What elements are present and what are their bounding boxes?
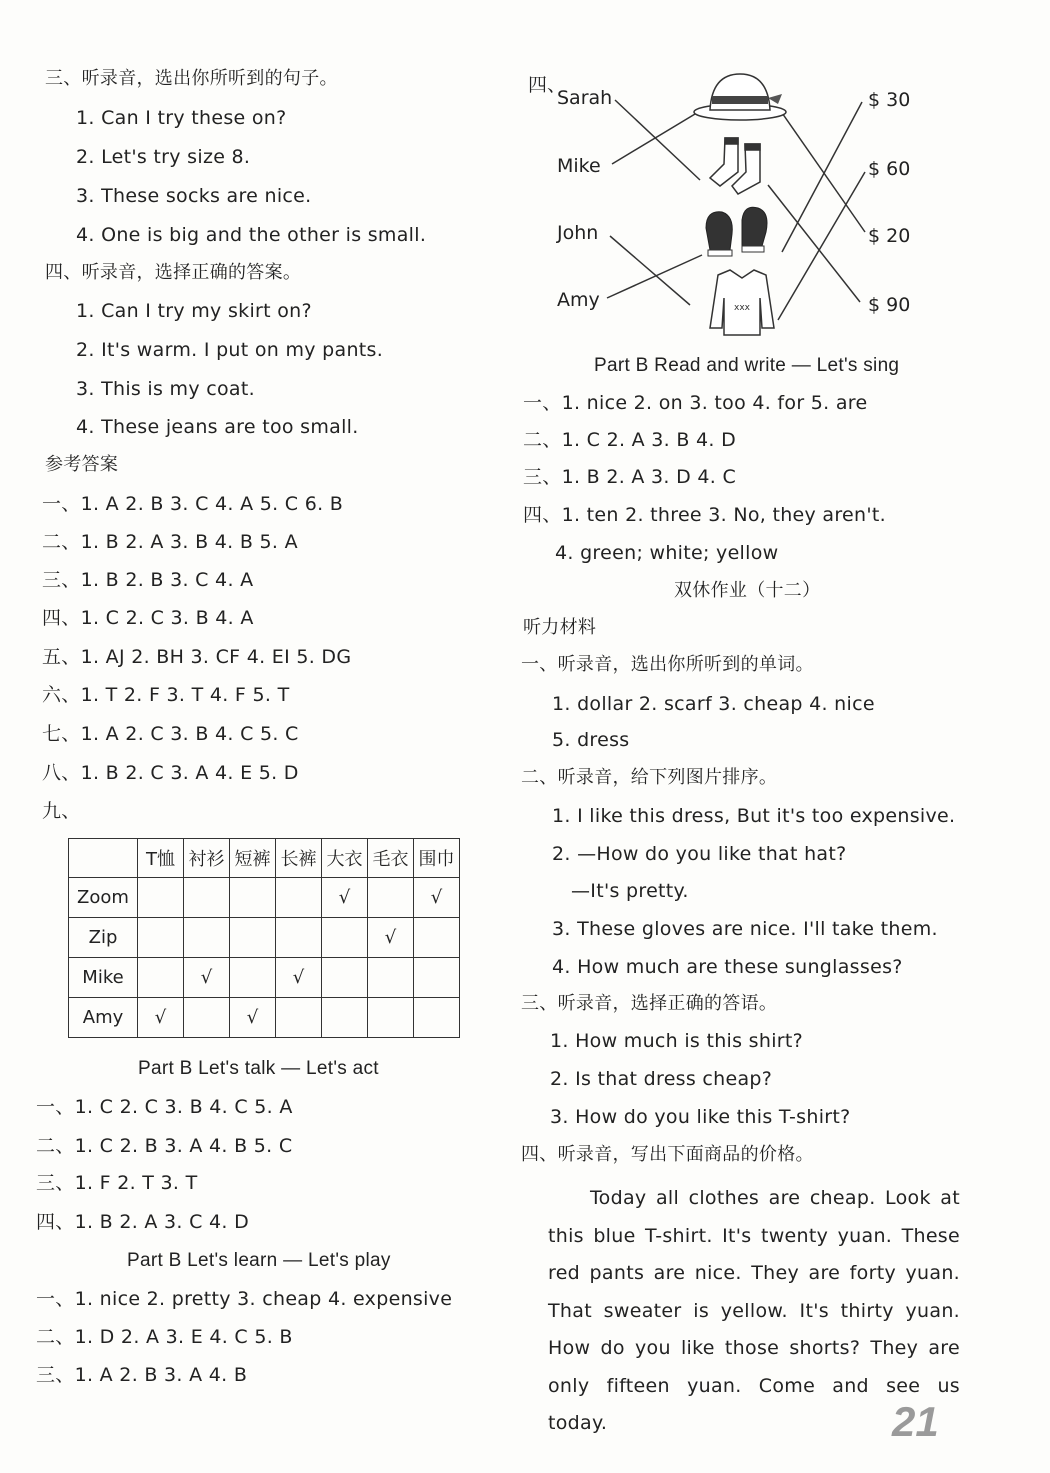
table-cell (276, 918, 322, 958)
row-name: Zip (69, 918, 138, 958)
match-price: $ 20 (868, 225, 911, 247)
part-learn-title: Part B Let's learn — Let's play (127, 1250, 391, 1271)
table-cell (368, 998, 414, 1038)
table-cell: √ (138, 998, 184, 1038)
table-cell: √ (322, 878, 368, 918)
left-line: 1. Can I try these on? (76, 107, 287, 129)
row-name: Zoom (69, 878, 138, 918)
answer-line: 四、1. ten 2. three 3. No, they aren't. (523, 504, 886, 526)
answer-line: 三、1. A 2. B 3. A 4. B (36, 1364, 248, 1386)
match-name: John (557, 222, 599, 244)
listening-paragraph: Today all clothes are cheap. Look at this blue T-shirt. It's twenty yuan. These red pants are nice. They are forty yuan. That sweater is yellow. It's thirty yuan. How do you like those shorts? They are only fifteen yuan. Come and see us today. (548, 1187, 960, 1434)
match-name: Mike (557, 155, 601, 177)
answer-line: 六、1. T 2. F 3. T 4. F 5. T (42, 684, 290, 706)
left-heading-4: 四、听录音，选择正确的答案。 (45, 262, 302, 283)
table-cell: √ (368, 918, 414, 958)
listen-heading: 二、听录音，给下列图片排序。 (521, 767, 778, 788)
answer-line: 三、1. F 2. T 3. T (36, 1172, 198, 1194)
answer-line: 一、1. nice 2. pretty 3. cheap 4. expensive (36, 1288, 453, 1310)
table-cell (322, 958, 368, 998)
table-cell (322, 998, 368, 1038)
answer-line: 一、1. C 2. C 3. B 4. C 5. A (36, 1096, 293, 1118)
listen-heading: 一、听录音，选出你所听到的单词。 (521, 654, 814, 675)
left-line: 3. These socks are nice. (76, 185, 312, 207)
hat-icon (694, 74, 786, 120)
listen-heading: 三、听录音，选择正确的答语。 (521, 993, 778, 1014)
left-line: 2. It's warm. I put on my pants. (76, 339, 384, 361)
part-talk-title: Part B Let's talk — Let's act (138, 1058, 379, 1079)
table-cell (230, 878, 276, 918)
table-cell (368, 878, 414, 918)
matching-diagram (520, 60, 880, 350)
answer-line: 四、1. C 2. C 3. B 4. A (42, 607, 254, 629)
table-header: T恤 (138, 839, 184, 878)
answer-line: 4. green; white; yellow (555, 542, 779, 564)
listen-line: 3. How do you like this T-shirt? (550, 1106, 851, 1128)
answer-line: 三、1. B 2. A 3. D 4. C (523, 466, 737, 488)
table-row (69, 878, 460, 918)
table-cell (138, 878, 184, 918)
mittens-icon (706, 207, 767, 256)
table-header: 短裤 (230, 839, 276, 878)
table-cell (184, 998, 230, 1038)
match-price: $ 90 (868, 294, 911, 316)
sweater-icon (710, 270, 774, 335)
table-cell (414, 998, 460, 1038)
listen-line: 1. How much is this shirt? (550, 1030, 804, 1052)
table-row (69, 918, 460, 958)
page-number: 21 (892, 1398, 939, 1445)
table-cell (414, 918, 460, 958)
table-row (69, 958, 460, 998)
table-cell (276, 998, 322, 1038)
section-title: 双休作业（十二） (674, 580, 821, 601)
table-cell: √ (230, 998, 276, 1038)
left-line: 1. Can I try my skirt on? (76, 300, 312, 322)
match-label: 四、 (528, 74, 567, 96)
table-header: 长裤 (276, 839, 322, 878)
answer-line: 二、1. D 2. A 3. E 4. C 5. B (36, 1326, 293, 1348)
match-name: Amy (557, 289, 600, 311)
answer-line: 二、1. C 2. B 3. A 4. B 5. C (36, 1135, 293, 1157)
answer-line: 三、1. B 2. B 3. C 4. A (42, 569, 254, 591)
socks-icon (710, 138, 760, 194)
svg-text:xxx: xxx (734, 303, 750, 313)
listen-line: 2. Is that dress cheap? (550, 1068, 773, 1090)
left-line: 4. One is big and the other is small. (76, 224, 427, 246)
table-cell (322, 918, 368, 958)
table-cell (138, 958, 184, 998)
listen-line: 2. —How do you like that hat? (552, 843, 847, 865)
table-cell: √ (184, 958, 230, 998)
answer-line: 一、1. nice 2. on 3. too 4. for 5. are (523, 392, 868, 414)
table-cell (368, 958, 414, 998)
match-name: Sarah (557, 87, 613, 109)
answer-line: 五、1. AJ 2. BH 3. CF 4. EI 5. DG (42, 646, 352, 668)
answer-line: 二、1. B 2. A 3. B 4. B 5. A (42, 531, 298, 553)
table-header: 围巾 (414, 839, 460, 878)
table-cell: √ (414, 878, 460, 918)
left-line: 4. These jeans are too small. (76, 416, 359, 438)
answer-line: 八、1. B 2. C 3. A 4. E 5. D (42, 762, 299, 784)
answer-line: 二、1. C 2. A 3. B 4. D (523, 429, 737, 451)
table-cell (184, 918, 230, 958)
left-heading-3: 三、听录音，选出你所听到的句子。 (45, 68, 338, 89)
listen-line: 1. dollar 2. scarf 3. cheap 4. nice (552, 693, 875, 715)
left-line: 2. Let's try size 8. (76, 146, 251, 168)
table-cell (276, 878, 322, 918)
table-cell (230, 918, 276, 958)
table-cell (138, 918, 184, 958)
match-price: $ 60 (868, 158, 911, 180)
listen-line: 1. I like this dress, But it's too expensive. (552, 805, 956, 827)
left-line: 3. This is my coat. (76, 378, 255, 400)
table-header: 毛衣 (368, 839, 414, 878)
answer-line: 一、1. A 2. B 3. C 4. A 5. C 6. B (42, 493, 344, 515)
answer-key-title: 参考答案 (45, 454, 119, 475)
listening-title: 听力材料 (523, 617, 597, 638)
table-cell: √ (276, 958, 322, 998)
part-read-title: Part B Read and write — Let's sing (594, 355, 900, 376)
answer-line: 七、1. A 2. C 3. B 4. C 5. C (42, 723, 299, 745)
table-header: 衬衫 (184, 839, 230, 878)
table-cell (184, 878, 230, 918)
table-cell (230, 958, 276, 998)
listen-line: 5. dress (552, 729, 630, 751)
table-row (69, 998, 460, 1038)
row-name: Mike (69, 958, 138, 998)
table-corner (69, 839, 138, 878)
listen-line: 3. These gloves are nice. I'll take them. (552, 918, 938, 940)
table-header: 大衣 (322, 839, 368, 878)
answer-line: 九、 (42, 800, 81, 822)
listen-line: —It's pretty. (571, 880, 689, 902)
row-name: Amy (69, 998, 138, 1038)
table-cell (414, 958, 460, 998)
listen-heading: 四、听录音，写出下面商品的价格。 (521, 1144, 814, 1165)
clothes-table (68, 838, 460, 1038)
listen-line: 4. How much are these sunglasses? (552, 956, 903, 978)
answer-line: 四、1. B 2. A 3. C 4. D (36, 1211, 250, 1233)
match-price: $ 30 (868, 89, 911, 111)
